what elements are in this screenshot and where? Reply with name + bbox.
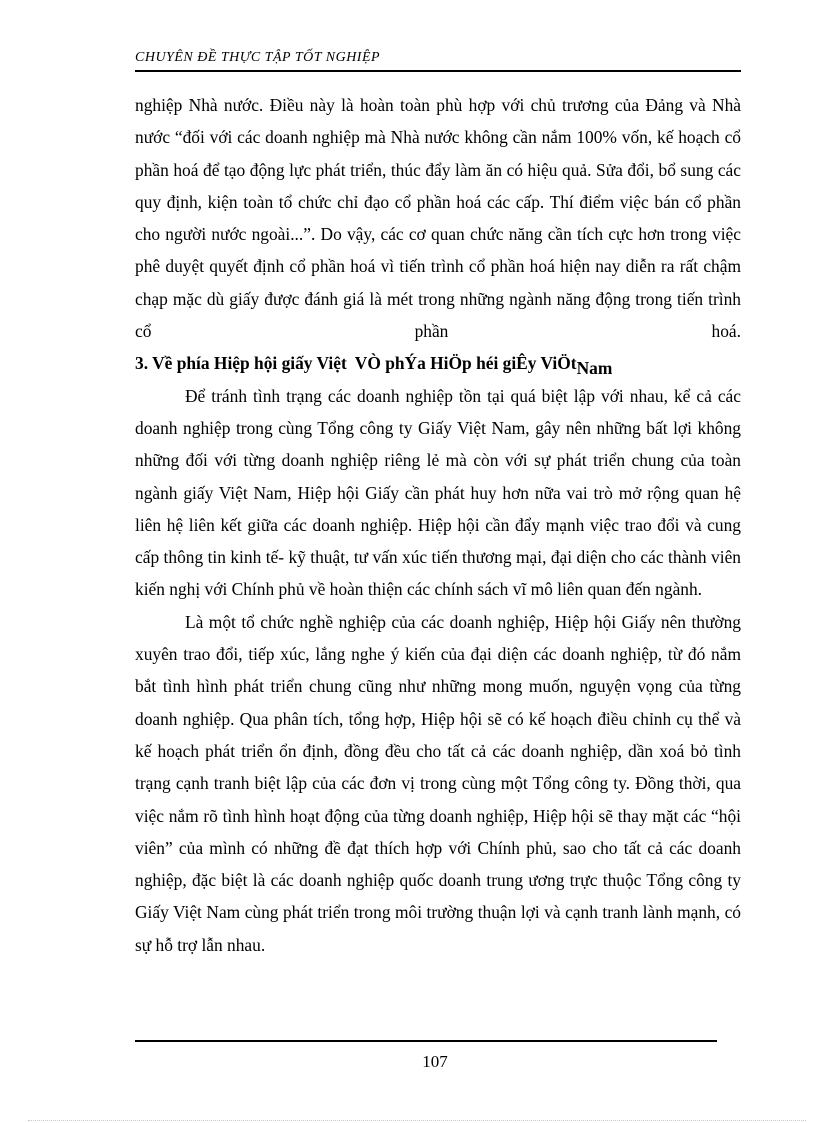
paragraph-2: Để tránh tình trạng các doanh nghiệp tồn tại quá biệt lập với nhau, kể cả các doanh nghiệp trong cùng Tổng công ty Giấy Việt Nam, gây nên những bất lợi không những đối với từng doanh nghiệp riêng lẻ mà còn với sự phát triển chung của toàn ngành giấy Việt Nam, Hiệp hội Giấy cần phát huy hơn nữa vai trò mở rộng quan hệ liên hệ liên kết giữa các doanh nghiệp. Hiệp hội cần đẩy mạnh việc trao đổi và cung cấp thông tin kinh tế- kỹ thuật, tư vấn xúc tiến thương mại, đại diện cho các thành viên kiến nghị với Chính phủ về hoàn thiện các chính sách vĩ mô liên quan đến ngành. bbox=[135, 385, 741, 600]
footer-rule bbox=[135, 1040, 717, 1042]
heading-garbled-text: VÒ phÝa HiÖp héi giÊy ViÖt bbox=[354, 353, 577, 374]
heading-text: 3. Về phía Hiệp hội giấy Việt bbox=[135, 353, 347, 374]
heading-tail: Nam bbox=[576, 358, 613, 379]
paragraph-3: Là một tổ chức nghề nghiệp của các doanh nghiệp, Hiệp hội Giấy nên thường xuyên trao đổi, tiếp xúc, lắng nghe ý kiến của đại diện các doanh nghiệp, từ đó nắm bắt tình hình phát triển chung cũng như những mong muốn, nguyện vọng của từng doanh nghiệp. Qua phân tích, tổng hợp, Hiệp hội sẽ có kế hoạch điều chỉnh cụ thể và kế hoạch phát triển ổn định, đồng đều cho tất cả các doanh nghiệp, dần xoá bỏ tình trạng cạnh tranh biệt lập của các đơn vị trong cùng một Tổng công ty. Đồng thời, qua việc nắm rõ tình hình hoạt động của từng doanh nghiệp, Hiệp hội sẽ thay mặt các “hội viên” của mình có những đề đạt thích hợp với Chính phủ, sao cho tất cả các doanh nghiệp, đặc biệt là các doanh nghiệp quốc doanh trung ương trực thuộc Tổng công ty Giấy Việt Nam cùng phát triển trong môi trường thuận lợi và cạnh tranh lành mạnh, có sự hỗ trợ lẫn nhau. bbox=[135, 611, 741, 955]
page-bottom-dotted-line bbox=[28, 1120, 806, 1121]
section-heading bbox=[135, 347, 741, 379]
header-title: CHUYÊN ĐỀ THỰC TẬP TỐT NGHIỆP bbox=[135, 50, 381, 65]
page-header bbox=[135, 46, 741, 72]
document-body bbox=[135, 89, 741, 961]
header-rule bbox=[135, 70, 741, 72]
page-number: 107 bbox=[422, 1052, 448, 1071]
paragraph-1: nghiệp Nhà nước. Điều này là hoàn toàn phù hợp với chủ trương của Đảng và Nhà nước “đối với các doanh nghiệp mà Nhà nước không cần nắm 100% vốn, kế hoạch cổ phần hoá để tạo động lực phát triển, thúc đẩy làm ăn có hiệu quả. Sửa đổi, bổ sung các quy định, kiện toàn tổ chức chỉ đạo cổ phần hoá các cấp. Thí điểm việc bán cổ phần cho người nước ngoài...”. Do vậy, các cơ quan chức năng cần tích cực hơn trong việc phê duyệt quyết định cổ phần hoá vì tiến trình cổ phần hoá hiện nay diễn ra rất chậm chạp mặc dù giấy được đánh giá là mét trong những ngành năng động trong tiến trình cổ phần hoá. bbox=[135, 95, 741, 342]
